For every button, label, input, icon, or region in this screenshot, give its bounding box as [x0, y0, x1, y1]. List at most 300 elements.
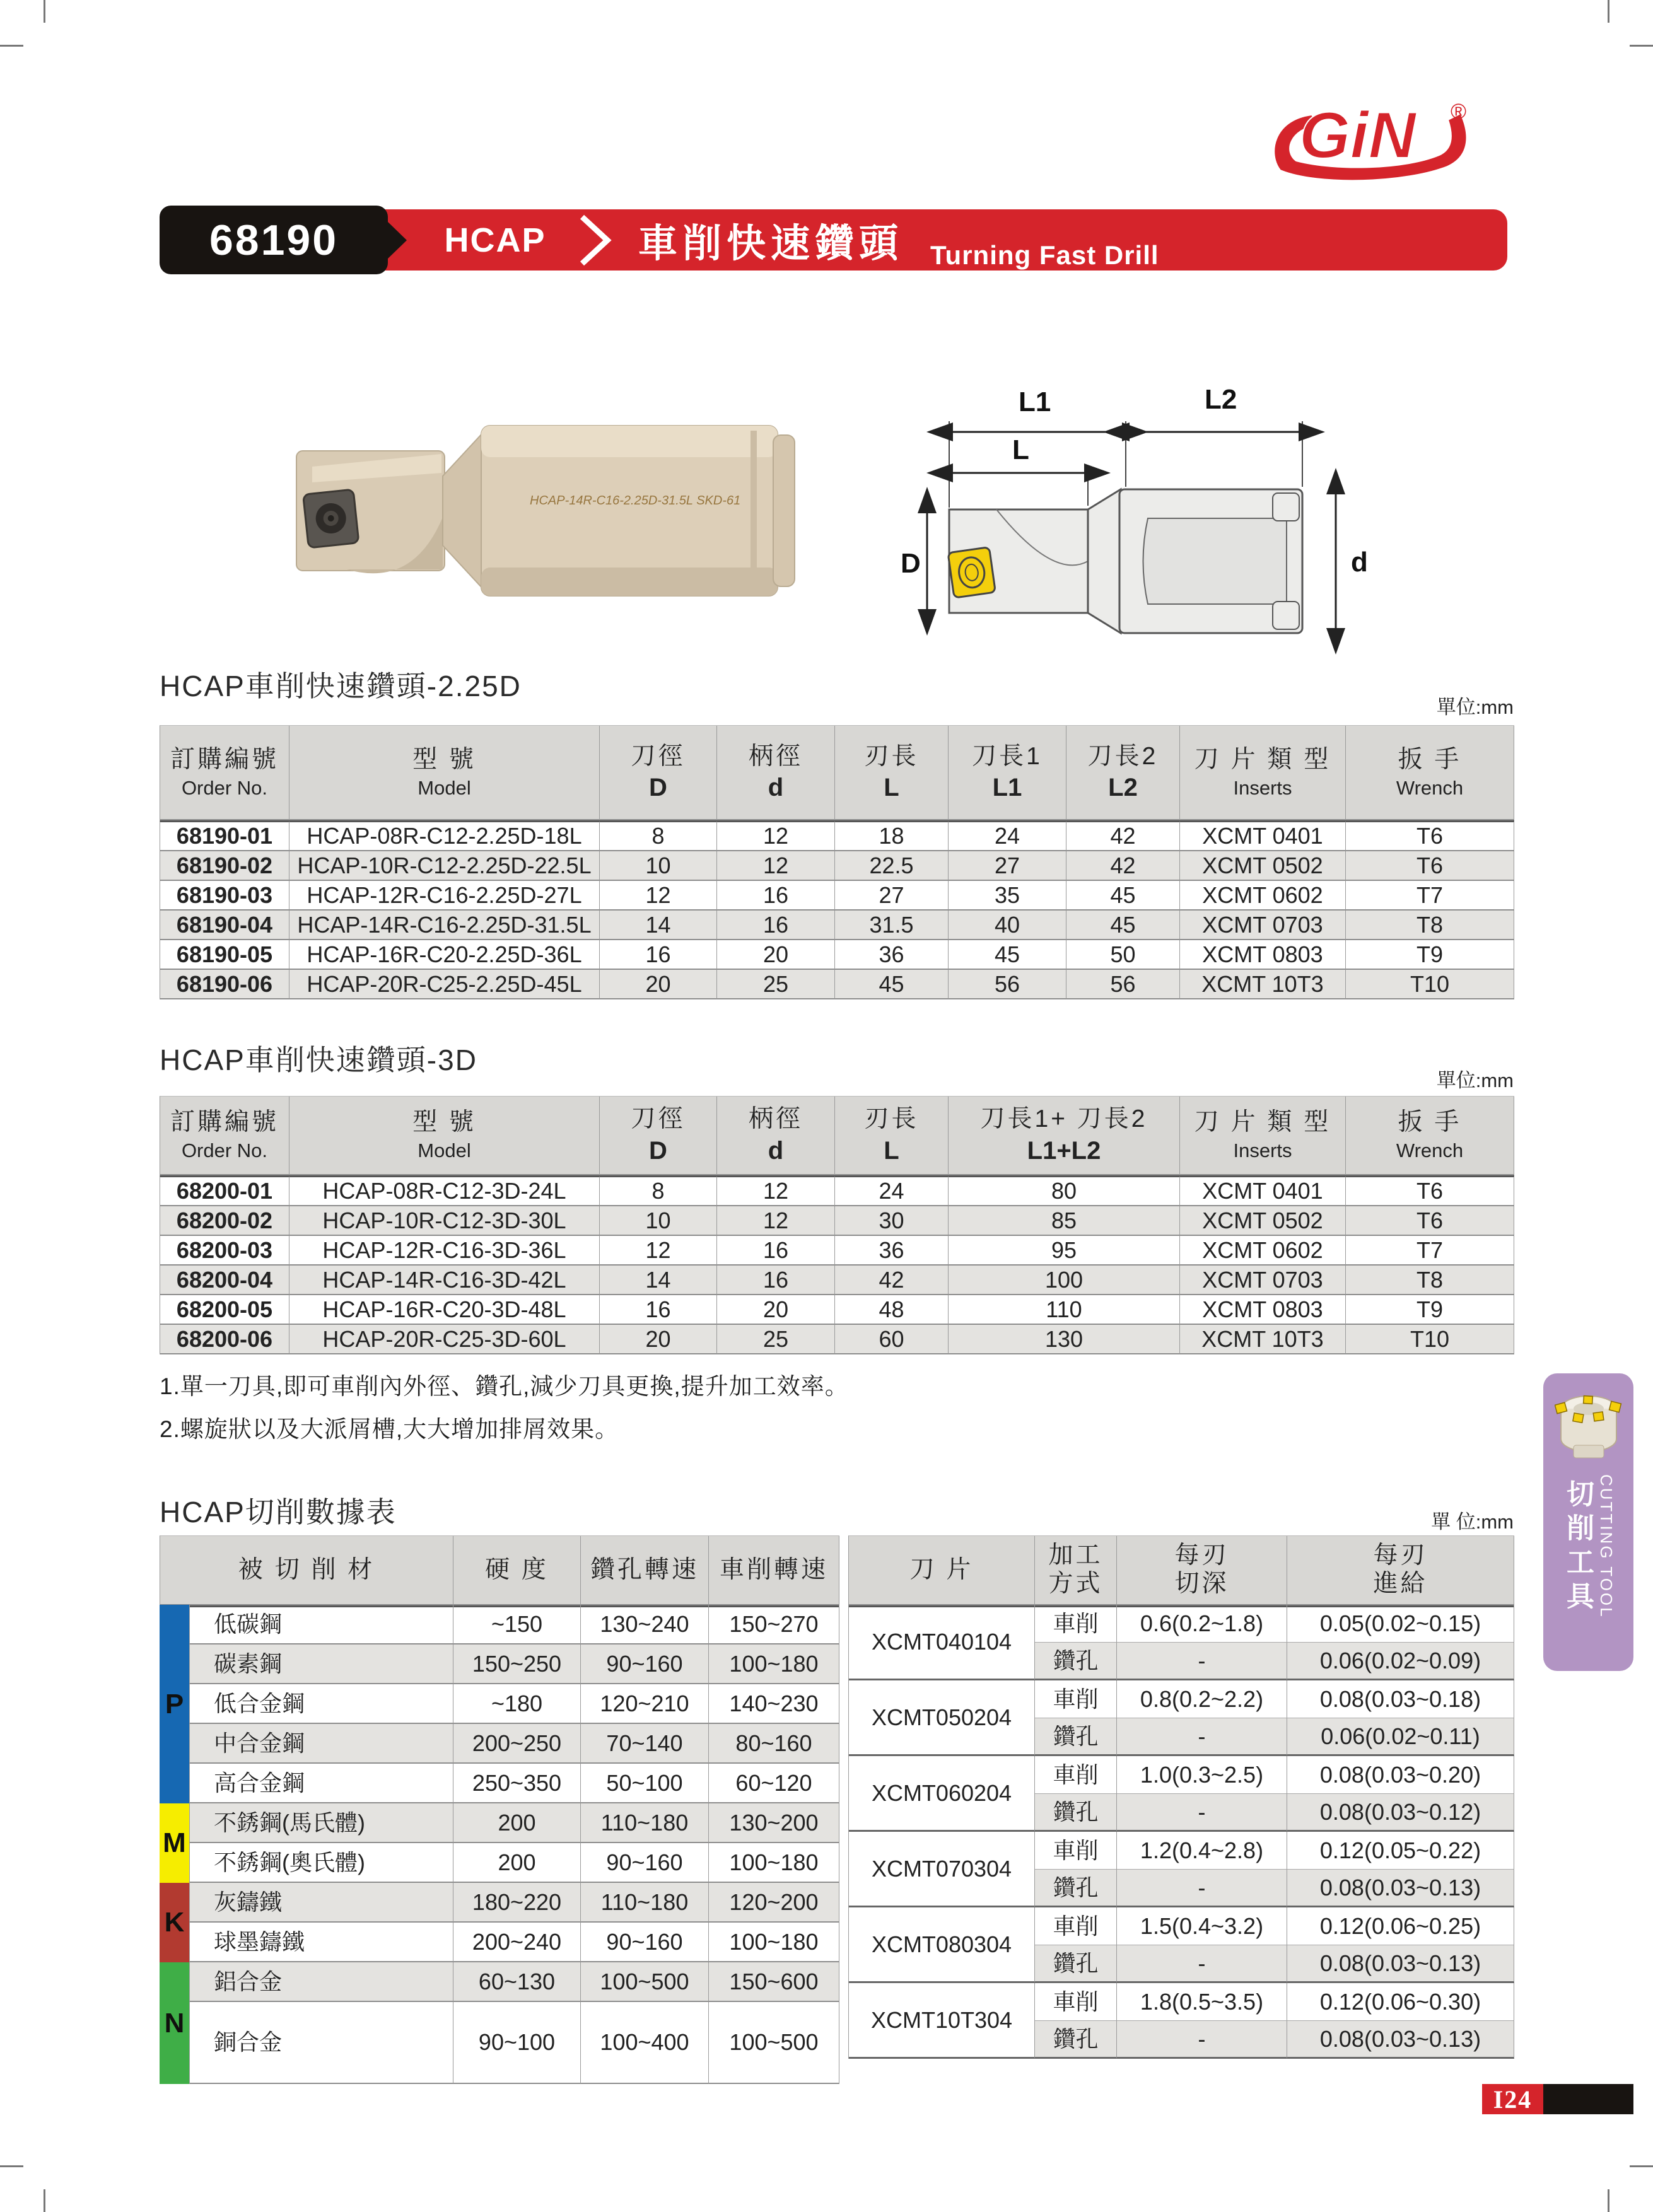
crop-mark	[1608, 0, 1609, 23]
turning-depth-cell: 1.5(0.4~3.2)	[1117, 1907, 1287, 1945]
order-no-cell: 68200-04	[160, 1266, 289, 1295]
drilling-feed-cell: 0.06(0.02~0.09)	[1287, 1643, 1514, 1680]
insert-cell: XCMT 10T3	[1180, 970, 1346, 999]
table2-header-cell	[289, 1097, 600, 1175]
l1l2-cell: 95	[949, 1236, 1180, 1266]
l-cell: 27	[835, 881, 949, 911]
notes	[160, 1367, 849, 1444]
table1-header-cell	[1180, 726, 1346, 820]
header-zh: 刃長	[864, 742, 919, 770]
shank-cell: 12	[717, 1206, 835, 1236]
header-zh: 刀徑	[631, 742, 686, 770]
insert-name-cell: XCMT040104	[849, 1605, 1035, 1680]
d-cell: 8	[600, 822, 717, 851]
model-cell: HCAP-08R-C12-3D-24L	[289, 1177, 600, 1206]
material-name-cell: 低碳鋼	[190, 1605, 453, 1644]
dim-label-big-d: D	[901, 548, 921, 579]
model-cell: HCAP-14R-C16-3D-42L	[289, 1266, 600, 1295]
drill-speed-cell: 110~180	[581, 1883, 709, 1923]
drilling-feed-cell: 0.08(0.03~0.13)	[1287, 1870, 1514, 1907]
drilling-label-cell: 鑽孔	[1035, 1870, 1117, 1907]
shank-cell: 12	[717, 1177, 835, 1206]
footer-bar	[1543, 2084, 1633, 2114]
table2-body	[160, 1177, 1514, 1354]
l2-cell: 45	[1066, 881, 1180, 911]
l-cell: 18	[835, 822, 949, 851]
d-cell: 20	[600, 970, 717, 999]
table2-header-cell	[160, 1097, 289, 1175]
insert-cell: XCMT 0703	[1180, 911, 1346, 940]
l2-cell: 50	[1066, 940, 1180, 970]
turn-speed-cell: 150~270	[709, 1605, 839, 1644]
insert-table-body	[848, 1605, 1514, 2059]
hardness-cell: 60~130	[453, 1962, 581, 2002]
turn-speed-cell: 100~180	[709, 1843, 839, 1883]
l1l2-cell: 80	[949, 1177, 1180, 1206]
shank-cell: 20	[717, 940, 835, 970]
turn-speed-cell: 100~500	[709, 2002, 839, 2084]
technical-drawing	[896, 372, 1381, 662]
order-no-cell: 68200-03	[160, 1236, 289, 1266]
turning-depth-cell: 1.8(0.5~3.5)	[1117, 1983, 1287, 2021]
side-tab-label-en: CUTTING TOOL	[1597, 1474, 1616, 1619]
drilling-label-cell: 鑽孔	[1035, 2021, 1117, 2059]
insert-cell: XCMT 0401	[1180, 1177, 1346, 1206]
l-cell: 45	[835, 970, 949, 999]
l2-cell: 45	[1066, 911, 1180, 940]
banner-code-box	[160, 206, 388, 274]
insert-name-cell: XCMT070304	[849, 1832, 1035, 1907]
model-cell: HCAP-20R-C25-2.25D-45L	[289, 970, 600, 999]
shank-cell: 25	[717, 970, 835, 999]
l1l2-cell: 100	[949, 1266, 1180, 1295]
drill-speed-cell: 100~500	[581, 1962, 709, 2002]
header-en: L	[884, 774, 899, 802]
l1l2-cell: 85	[949, 1206, 1180, 1236]
table1-header-cell	[289, 726, 600, 820]
header-zh: 訂購編號	[170, 1109, 279, 1136]
table2-header-cell	[600, 1097, 717, 1175]
header-en: Model	[418, 1139, 471, 1162]
turning-feed-cell: 0.05(0.02~0.15)	[1287, 1605, 1514, 1643]
turning-label-cell: 車削	[1035, 1983, 1117, 2021]
drilling-feed-cell: 0.06(0.02~0.11)	[1287, 1718, 1514, 1756]
turning-depth-cell: 0.6(0.2~1.8)	[1117, 1605, 1287, 1643]
banner-title-zh: 車削快速鑽頭	[638, 222, 904, 265]
l-cell: 31.5	[835, 911, 949, 940]
model-cell: HCAP-10R-C12-2.25D-22.5L	[289, 851, 600, 881]
insert-cell: XCMT 0803	[1180, 940, 1346, 970]
drilling-feed-cell: 0.08(0.03~0.12)	[1287, 1794, 1514, 1832]
l-cell: 24	[835, 1177, 949, 1206]
turn-speed-cell: 100~180	[709, 1644, 839, 1684]
order-no-cell: 68190-01	[160, 822, 289, 851]
header-en: Inserts	[1233, 776, 1292, 799]
header-zh: 刀 片	[909, 1556, 974, 1583]
hardness-cell: 90~100	[453, 2002, 581, 2084]
header-zh: 柄徑	[748, 1105, 803, 1133]
turning-label-cell: 車削	[1035, 1832, 1117, 1870]
iso-group-badge: K	[160, 1883, 189, 1962]
wrench-cell: T7	[1346, 881, 1514, 911]
l2-cell: 42	[1066, 822, 1180, 851]
wrench-cell: T6	[1346, 822, 1514, 851]
drill-speed-cell: 120~210	[581, 1684, 709, 1724]
material-header-cell	[160, 1536, 453, 1605]
drill-speed-cell: 90~160	[581, 1923, 709, 1962]
insert-name-cell: XCMT060204	[849, 1756, 1035, 1832]
crop-mark	[1630, 2165, 1653, 2167]
banner-code: 68190	[209, 216, 339, 264]
header-zh: 型 號	[412, 1109, 476, 1136]
header-en: Order No.	[181, 1139, 268, 1162]
shank-cell: 12	[717, 851, 835, 881]
iso-group-strip	[160, 1605, 189, 2084]
header-zh: 車削轉速	[719, 1556, 828, 1583]
header-en: d	[768, 1136, 784, 1165]
drill-speed-cell: 130~240	[581, 1605, 709, 1644]
insert-header-cell	[1035, 1536, 1117, 1605]
l-cell: 48	[835, 1295, 949, 1325]
material-table-header	[160, 1535, 839, 1607]
l1-cell: 56	[949, 970, 1066, 999]
hardness-cell: 200	[453, 1803, 581, 1843]
d-cell: 10	[600, 851, 717, 881]
order-no-cell: 68190-03	[160, 881, 289, 911]
hardness-cell: 200~240	[453, 1923, 581, 1962]
drill-speed-cell: 90~160	[581, 1644, 709, 1684]
insert-name-cell: XCMT080304	[849, 1907, 1035, 1983]
header-en: Order No.	[181, 776, 268, 799]
crop-mark	[44, 2189, 45, 2212]
header-en: L2	[1108, 774, 1138, 802]
insert-name-cell: XCMT10T304	[849, 1983, 1035, 2059]
hardness-cell: ~180	[453, 1684, 581, 1724]
wrench-cell: T8	[1346, 911, 1514, 940]
d-cell: 20	[600, 1325, 717, 1354]
section3-title: HCAP切削數據表	[160, 1496, 397, 1528]
l2-cell: 56	[1066, 970, 1180, 999]
drilling-label-cell: 鑽孔	[1035, 1643, 1117, 1680]
dim-label-l1: L1	[1019, 387, 1051, 417]
crop-mark	[1630, 45, 1653, 47]
header-en: D	[649, 1136, 667, 1165]
drilling-depth-cell: -	[1117, 1794, 1287, 1832]
side-tab-label-zh: 切削工具	[1562, 1479, 1593, 1615]
l-cell: 36	[835, 940, 949, 970]
hardness-cell: 180~220	[453, 1883, 581, 1923]
drill-speed-cell: 90~160	[581, 1843, 709, 1883]
milling-cutter-image	[1555, 1385, 1623, 1467]
section3-unit: 單 位:mm	[1431, 1511, 1514, 1533]
l-cell: 42	[835, 1266, 949, 1295]
d-cell: 8	[600, 1177, 717, 1206]
insert-on-photo	[303, 489, 359, 548]
l1l2-cell: 130	[949, 1325, 1180, 1354]
model-cell: HCAP-14R-C16-2.25D-31.5L	[289, 911, 600, 940]
turning-depth-cell: 1.2(0.4~2.8)	[1117, 1832, 1287, 1870]
table2-header-cell	[1180, 1097, 1346, 1175]
drilling-depth-cell: -	[1117, 2021, 1287, 2059]
drilling-depth-cell: -	[1117, 1945, 1287, 1983]
note-line: 2.螺旋狀以及大派屑槽,大大增加排屑效果。	[160, 1416, 619, 1442]
d-cell: 16	[600, 940, 717, 970]
d-cell: 16	[600, 1295, 717, 1325]
l1-cell: 35	[949, 881, 1066, 911]
header-zh: 刀長2	[1087, 742, 1159, 770]
order-no-cell: 68200-02	[160, 1206, 289, 1236]
turn-speed-cell: 80~160	[709, 1724, 839, 1764]
crop-mark	[44, 0, 45, 23]
wrench-cell: T6	[1346, 1177, 1514, 1206]
l1-cell: 24	[949, 822, 1066, 851]
table2-header-cell	[717, 1097, 835, 1175]
order-no-cell: 68190-02	[160, 851, 289, 881]
table1-body	[160, 822, 1514, 999]
table1-header-cell	[717, 726, 835, 820]
order-no-cell: 68200-06	[160, 1325, 289, 1354]
table2-header	[160, 1096, 1514, 1177]
model-cell: HCAP-12R-C16-2.25D-27L	[289, 881, 600, 911]
insert-cell: XCMT 0602	[1180, 1236, 1346, 1266]
turn-speed-cell: 120~200	[709, 1883, 839, 1923]
logo-registered-mark: ®	[1451, 100, 1467, 124]
l1-cell: 40	[949, 911, 1066, 940]
l-cell: 30	[835, 1206, 949, 1236]
turning-depth-cell: 0.8(0.2~2.2)	[1117, 1680, 1287, 1718]
section2-title: HCAP車削快速鑽頭-3D	[160, 1044, 477, 1076]
table1-header	[160, 725, 1514, 822]
header-zh: 刀長1+ 刀長2	[980, 1105, 1148, 1133]
iso-group-badge: P	[160, 1605, 189, 1803]
wrench-cell: T9	[1346, 940, 1514, 970]
insert-table-header	[848, 1535, 1514, 1607]
header-zh: 刀長1	[972, 742, 1043, 770]
insert-cell: XCMT 0401	[1180, 822, 1346, 851]
dim-label-small-d: d	[1351, 547, 1368, 578]
turning-depth-cell: 1.0(0.3~2.5)	[1117, 1756, 1287, 1794]
drilling-depth-cell: -	[1117, 1870, 1287, 1907]
insert-cell: XCMT 0602	[1180, 881, 1346, 911]
insert-on-drawing	[948, 547, 995, 598]
drill-speed-cell: 50~100	[581, 1764, 709, 1803]
crop-mark	[0, 45, 23, 47]
hardness-cell: ~150	[453, 1605, 581, 1644]
material-name-cell: 不銹鋼(奧氏體)	[190, 1843, 453, 1883]
header-zh: 每刃進給	[1373, 1542, 1428, 1597]
section1-title: HCAP車削快速鑽頭-2.25D	[160, 670, 522, 702]
turning-feed-cell: 0.12(0.06~0.25)	[1287, 1907, 1514, 1945]
page-number-badge: I24	[1482, 2084, 1543, 2114]
dim-label-l2: L2	[1205, 384, 1237, 415]
insert-cell: XCMT 0703	[1180, 1266, 1346, 1295]
header-zh: 扳 手	[1398, 1109, 1462, 1136]
header-zh: 刀 片 類 型	[1194, 1109, 1331, 1136]
order-no-cell: 68200-05	[160, 1295, 289, 1325]
table1-header-cell	[1066, 726, 1180, 820]
material-name-cell: 灰鑄鐵	[190, 1883, 453, 1923]
material-header-cell	[709, 1536, 839, 1605]
drill-speed-cell: 70~140	[581, 1724, 709, 1764]
d-cell: 10	[600, 1206, 717, 1236]
table1-header-cell	[1346, 726, 1514, 820]
table1-header-cell	[160, 726, 289, 820]
shank-cell: 16	[717, 911, 835, 940]
l1-cell: 45	[949, 940, 1066, 970]
d-cell: 12	[600, 881, 717, 911]
shank-cell: 25	[717, 1325, 835, 1354]
header-zh: 加工 方式	[1048, 1542, 1103, 1597]
drill-speed-cell: 100~400	[581, 2002, 709, 2084]
iso-group-badge: M	[160, 1803, 189, 1883]
l-cell: 60	[835, 1325, 949, 1354]
material-header-cell	[453, 1536, 581, 1605]
header-zh: 被 切 削 材	[238, 1556, 375, 1583]
insert-header-cell	[849, 1536, 1035, 1605]
order-no-cell: 68200-01	[160, 1177, 289, 1206]
photo-marking: HCAP-14R-C16-2.25D-31.5L SKD-61	[530, 494, 741, 508]
crop-mark	[0, 2165, 23, 2167]
shank-cell: 16	[717, 1266, 835, 1295]
header-zh: 扳 手	[1398, 745, 1462, 773]
turning-feed-cell: 0.12(0.05~0.22)	[1287, 1832, 1514, 1870]
order-no-cell: 68190-04	[160, 911, 289, 940]
shank-cell: 16	[717, 881, 835, 911]
turning-label-cell: 車削	[1035, 1605, 1117, 1643]
wrench-cell: T6	[1346, 1206, 1514, 1236]
d-cell: 14	[600, 1266, 717, 1295]
model-cell: HCAP-20R-C25-3D-60L	[289, 1325, 600, 1354]
model-cell: HCAP-10R-C12-3D-30L	[289, 1206, 600, 1236]
header-en: Wrench	[1396, 1139, 1464, 1162]
wrench-cell: T8	[1346, 1266, 1514, 1295]
header-en: d	[768, 774, 784, 802]
turning-label-cell: 車削	[1035, 1756, 1117, 1794]
header-en: Wrench	[1396, 776, 1464, 799]
turn-speed-cell: 130~200	[709, 1803, 839, 1843]
model-cell: HCAP-08R-C12-2.25D-18L	[289, 822, 600, 851]
insert-name-cell: XCMT050204	[849, 1680, 1035, 1756]
material-table-body	[189, 1605, 839, 2084]
note-line: 1.單一刀具,即可車削內外徑、鑽孔,減少刀具更換,提升加工效率。	[160, 1373, 849, 1399]
material-name-cell: 高合金鋼	[190, 1764, 453, 1803]
table1-header-cell	[600, 726, 717, 820]
turning-feed-cell: 0.08(0.03~0.18)	[1287, 1680, 1514, 1718]
insert-cell: XCMT 0502	[1180, 1206, 1346, 1236]
wrench-cell: T10	[1346, 1325, 1514, 1354]
turning-label-cell: 車削	[1035, 1907, 1117, 1945]
material-name-cell: 不銹鋼(馬氏體)	[190, 1803, 453, 1843]
material-name-cell: 銅合金	[190, 2002, 453, 2084]
d-cell: 14	[600, 911, 717, 940]
header-zh: 刀徑	[631, 1105, 686, 1133]
banner-series-label: HCAP	[444, 221, 546, 259]
hardness-cell: 200~250	[453, 1724, 581, 1764]
drilling-feed-cell: 0.08(0.03~0.13)	[1287, 2021, 1514, 2059]
drilling-label-cell: 鑽孔	[1035, 1718, 1117, 1756]
shank-cell: 16	[717, 1236, 835, 1266]
drilling-feed-cell: 0.08(0.03~0.13)	[1287, 1945, 1514, 1983]
material-name-cell: 低合金鋼	[190, 1684, 453, 1724]
section2-unit: 單位:mm	[1436, 1069, 1514, 1091]
wrench-cell: T10	[1346, 970, 1514, 999]
header-zh: 刃長	[864, 1105, 919, 1133]
l-cell: 36	[835, 1236, 949, 1266]
material-name-cell: 中合金鋼	[190, 1724, 453, 1764]
material-name-cell: 碳素鋼	[190, 1644, 453, 1684]
table1-header-cell	[835, 726, 949, 820]
insert-cell: XCMT 0803	[1180, 1295, 1346, 1325]
header-zh: 鑽孔轉速	[590, 1556, 699, 1583]
d-cell: 12	[600, 1236, 717, 1266]
turn-speed-cell: 140~230	[709, 1684, 839, 1724]
header-zh: 柄徑	[748, 742, 803, 770]
insert-header-cell	[1117, 1536, 1287, 1605]
material-header-cell	[581, 1536, 709, 1605]
header-zh: 訂購編號	[170, 745, 279, 773]
header-en: L	[884, 1136, 899, 1165]
model-cell: HCAP-16R-C20-3D-48L	[289, 1295, 600, 1325]
crop-mark	[1608, 2189, 1609, 2212]
header-en: L1	[992, 774, 1022, 802]
order-no-cell: 68190-05	[160, 940, 289, 970]
insert-cell: XCMT 0502	[1180, 851, 1346, 881]
header-zh: 每刃切深	[1174, 1542, 1229, 1597]
turning-feed-cell: 0.08(0.03~0.20)	[1287, 1756, 1514, 1794]
insert-header-cell	[1287, 1536, 1514, 1605]
turning-label-cell: 車削	[1035, 1680, 1117, 1718]
l1l2-cell: 110	[949, 1295, 1180, 1325]
l-cell: 22.5	[835, 851, 949, 881]
drilling-depth-cell: -	[1117, 1643, 1287, 1680]
header-zh: 硬 度	[485, 1556, 549, 1583]
drilling-label-cell: 鑽孔	[1035, 1794, 1117, 1832]
banner-title-en: Turning Fast Drill	[930, 240, 1159, 270]
turning-feed-cell: 0.12(0.06~0.30)	[1287, 1983, 1514, 2021]
turn-speed-cell: 60~120	[709, 1764, 839, 1803]
hardness-cell: 200	[453, 1843, 581, 1883]
table2-header-cell	[949, 1097, 1180, 1175]
brand-logo	[1261, 95, 1476, 192]
hardness-cell: 150~250	[453, 1644, 581, 1684]
wrench-cell: T9	[1346, 1295, 1514, 1325]
drill-speed-cell: 110~180	[581, 1803, 709, 1843]
model-cell: HCAP-12R-C16-3D-36L	[289, 1236, 600, 1266]
turn-speed-cell: 100~180	[709, 1923, 839, 1962]
order-no-cell: 68190-06	[160, 970, 289, 999]
header-en: L1+L2	[1027, 1136, 1101, 1165]
shank-cell: 20	[717, 1295, 835, 1325]
table2-header-cell	[1346, 1097, 1514, 1175]
product-photo	[252, 388, 820, 634]
header-en: Inserts	[1233, 1139, 1292, 1162]
material-name-cell: 球墨鑄鐵	[190, 1923, 453, 1962]
turn-speed-cell: 150~600	[709, 1962, 839, 2002]
header-en: Model	[418, 776, 471, 799]
table2-header-cell	[835, 1097, 949, 1175]
wrench-cell: T7	[1346, 1236, 1514, 1266]
shank-cell: 12	[717, 822, 835, 851]
chevron-right-icon	[571, 214, 621, 266]
material-name-cell: 鋁合金	[190, 1962, 453, 2002]
l2-cell: 42	[1066, 851, 1180, 881]
hardness-cell: 250~350	[453, 1764, 581, 1803]
iso-group-badge: N	[160, 1962, 189, 2084]
side-tab-cutting-tool[interactable]	[1543, 1373, 1633, 1671]
table1-header-cell	[949, 726, 1066, 820]
wrench-cell: T6	[1346, 851, 1514, 881]
header-zh: 型 號	[412, 745, 476, 773]
